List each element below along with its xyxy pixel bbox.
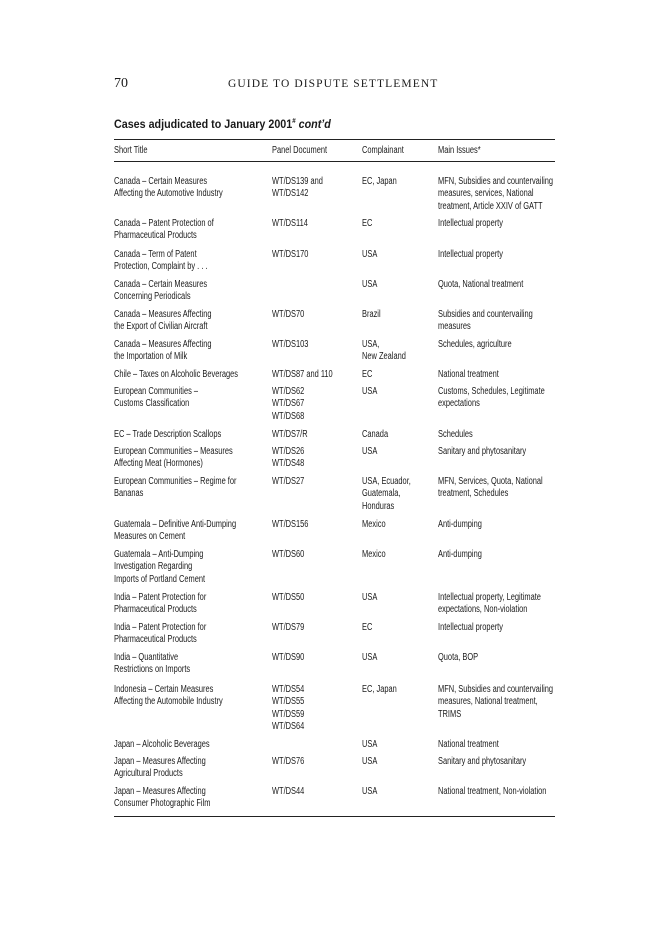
cell-complainant bbox=[362, 339, 406, 364]
cell-complainant bbox=[362, 786, 377, 798]
column-header-complainant: Complainant bbox=[362, 145, 404, 156]
cell-line: USA bbox=[362, 386, 378, 397]
cell-line: WT/DS59 bbox=[272, 708, 305, 720]
table-header-rule bbox=[114, 161, 555, 162]
cell-line: WT/DS76 bbox=[272, 756, 305, 767]
cell-line: WT/DS142 bbox=[272, 188, 309, 200]
cell-line: Sanitary and phytosanitary bbox=[438, 446, 527, 457]
cell-line: Customs, Schedules, Legitimate bbox=[438, 386, 545, 397]
cell-line: measures, services, National bbox=[438, 188, 534, 200]
cell-line: measures bbox=[438, 321, 471, 333]
cell-short-title bbox=[114, 476, 237, 501]
cell-short-title bbox=[114, 429, 221, 441]
cell-line: WT/DS139 and bbox=[272, 176, 323, 187]
cell-short-title bbox=[114, 519, 236, 544]
cell-complainant bbox=[362, 218, 372, 230]
cell-main-issues bbox=[438, 622, 503, 634]
cell-main-issues bbox=[438, 684, 553, 721]
cell-line: Schedules, agriculture bbox=[438, 339, 512, 350]
cell-line: Brazil bbox=[362, 309, 381, 320]
cell-line: USA bbox=[362, 652, 378, 663]
cell-line: European Communities – Regime for bbox=[114, 476, 237, 487]
cell-main-issues bbox=[438, 386, 545, 411]
cell-line: Japan – Alcoholic Beverages bbox=[114, 739, 210, 750]
cell-short-title bbox=[114, 309, 212, 334]
table-title-text: Cases adjudicated to January 2001 bbox=[114, 117, 293, 131]
cell-short-title bbox=[114, 279, 207, 304]
cell-line: India – Patent Protection for bbox=[114, 622, 207, 633]
cell-line: treatment, Article XXIV of GATT bbox=[438, 200, 543, 212]
cell-main-issues bbox=[438, 519, 482, 531]
cell-line: Mexico bbox=[362, 519, 386, 530]
cell-line: USA bbox=[362, 249, 378, 260]
table-title bbox=[114, 117, 331, 131]
cell-short-title bbox=[114, 369, 238, 381]
cell-line: WT/DS7/R bbox=[272, 429, 308, 440]
cell-line: WT/DS87 and 110 bbox=[272, 369, 333, 380]
cell-panel-document bbox=[272, 592, 304, 604]
cell-panel-document bbox=[272, 386, 304, 423]
table-title-footnote-mark: # bbox=[292, 117, 296, 125]
cell-line: Affecting the Automobile Industry bbox=[114, 696, 223, 708]
cell-line: the Export of Civilian Aircraft bbox=[114, 321, 208, 333]
cell-line: Affecting Meat (Hormones) bbox=[114, 458, 203, 470]
cell-main-issues bbox=[438, 739, 499, 751]
table-top-rule bbox=[114, 139, 555, 140]
cell-line: Affecting the Automotive Industry bbox=[114, 188, 223, 200]
cell-line: Guatemala – Definitive Anti-Dumping bbox=[114, 519, 237, 530]
cell-line: WT/DS64 bbox=[272, 721, 305, 733]
cell-line: EC bbox=[362, 369, 373, 380]
column-header-panel-document: Panel Document bbox=[272, 145, 328, 156]
cell-line: WT/DS60 bbox=[272, 549, 305, 560]
cell-line: Indonesia – Certain Measures bbox=[114, 684, 214, 695]
cell-panel-document bbox=[272, 756, 304, 768]
cell-panel-document bbox=[272, 549, 304, 561]
cell-line: Quota, National treatment bbox=[438, 279, 524, 290]
cell-main-issues bbox=[438, 309, 533, 334]
cell-line: India – Quantitative bbox=[114, 652, 179, 663]
cell-complainant bbox=[362, 652, 377, 664]
cell-complainant bbox=[362, 756, 377, 768]
cell-line: WT/DS79 bbox=[272, 622, 305, 633]
cell-line: expectations, Non-violation bbox=[438, 604, 528, 616]
cell-complainant bbox=[362, 684, 397, 696]
cell-line: Canada – Measures Affecting bbox=[114, 339, 212, 350]
cell-complainant bbox=[362, 249, 377, 261]
cell-short-title bbox=[114, 652, 190, 677]
cell-short-title bbox=[114, 786, 210, 811]
cell-line: Canada – Measures Affecting bbox=[114, 309, 212, 320]
cell-line: WT/DS27 bbox=[272, 476, 305, 487]
cell-line: Japan – Measures Affecting bbox=[114, 786, 206, 797]
cell-short-title bbox=[114, 386, 198, 411]
cell-main-issues bbox=[438, 279, 523, 291]
cell-panel-document bbox=[272, 786, 304, 798]
running-head-title: GUIDE TO DISPUTE SETTLEMENT bbox=[228, 78, 439, 90]
cell-line: Honduras bbox=[362, 500, 395, 512]
table-header-row bbox=[114, 145, 555, 158]
cell-line: Canada – Certain Measures bbox=[114, 279, 208, 290]
cell-short-title bbox=[114, 592, 206, 617]
cell-line: Intellectual property bbox=[438, 249, 503, 260]
cell-main-issues bbox=[438, 652, 478, 664]
cell-line: Intellectual property bbox=[438, 218, 503, 229]
cell-main-issues bbox=[438, 592, 541, 617]
cell-line: USA bbox=[362, 279, 378, 290]
cell-complainant bbox=[362, 549, 386, 561]
column-header-main-issues: Main Issues* bbox=[438, 145, 481, 156]
cell-panel-document bbox=[272, 622, 304, 634]
cell-line: Intellectual property bbox=[438, 622, 503, 633]
cell-short-title bbox=[114, 622, 206, 647]
cell-main-issues bbox=[438, 369, 499, 381]
table-title-continued: cont’d bbox=[298, 117, 331, 131]
running-head bbox=[114, 76, 554, 92]
cell-short-title bbox=[114, 756, 206, 781]
cell-short-title bbox=[114, 739, 210, 751]
cell-line: WT/DS50 bbox=[272, 592, 305, 603]
cell-panel-document bbox=[272, 446, 304, 471]
cell-panel-document bbox=[272, 652, 304, 664]
cell-line: USA bbox=[362, 756, 378, 767]
cell-line: measures, National treatment, bbox=[438, 696, 538, 708]
cell-line: Guatemala, bbox=[362, 488, 401, 500]
cell-line: WT/DS44 bbox=[272, 786, 305, 797]
cell-short-title bbox=[114, 339, 212, 364]
cell-short-title bbox=[114, 446, 233, 471]
cell-short-title bbox=[114, 218, 214, 243]
cell-complainant bbox=[362, 386, 377, 398]
page-number: 70 bbox=[114, 76, 128, 91]
cell-line: WT/DS156 bbox=[272, 519, 309, 530]
cell-line: WT/DS67 bbox=[272, 398, 305, 410]
cell-panel-document bbox=[272, 369, 333, 381]
cell-line: Measures on Cement bbox=[114, 531, 186, 543]
cell-line: EC, Japan bbox=[362, 176, 397, 187]
cell-line: Customs Classification bbox=[114, 398, 190, 410]
cell-line: Canada – Patent Protection of bbox=[114, 218, 214, 229]
cell-line: National treatment bbox=[438, 369, 499, 380]
cell-complainant bbox=[362, 622, 372, 634]
cell-line: treatment, Schedules bbox=[438, 488, 509, 500]
cell-main-issues bbox=[438, 786, 546, 798]
cell-line: WT/DS114 bbox=[272, 218, 308, 229]
cell-line: WT/DS54 bbox=[272, 684, 305, 695]
table-bottom-rule bbox=[114, 816, 555, 817]
cell-line: WT/DS103 bbox=[272, 339, 309, 350]
cell-line: Canada – Certain Measures bbox=[114, 176, 208, 187]
cell-complainant bbox=[362, 309, 381, 321]
cell-panel-document bbox=[272, 519, 308, 531]
cell-main-issues bbox=[438, 446, 526, 458]
cell-panel-document bbox=[272, 218, 308, 230]
cell-line: European Communities – Measures bbox=[114, 446, 233, 457]
cell-line: Anti-dumping bbox=[438, 549, 482, 560]
cell-short-title bbox=[114, 549, 205, 586]
cell-line: Protection, Complaint by . . . bbox=[114, 261, 208, 273]
cell-line: WT/DS68 bbox=[272, 410, 305, 422]
cell-line: European Communities – bbox=[114, 386, 199, 397]
cell-line: Guatemala – Anti-Dumping bbox=[114, 549, 204, 560]
cell-line: WT/DS170 bbox=[272, 249, 309, 260]
cell-main-issues bbox=[438, 218, 503, 230]
cell-short-title bbox=[114, 684, 223, 709]
cell-complainant bbox=[362, 279, 377, 291]
cell-line: USA, Ecuador, bbox=[362, 476, 411, 487]
cell-line: USA bbox=[362, 786, 378, 797]
cell-line: Canada bbox=[362, 429, 389, 440]
cell-line: MFN, Subsidies and countervailing bbox=[438, 176, 554, 187]
cell-line: Sanitary and phytosanitary bbox=[438, 756, 527, 767]
cell-short-title bbox=[114, 249, 208, 274]
cell-line: WT/DS70 bbox=[272, 309, 305, 320]
cell-panel-document bbox=[272, 339, 308, 351]
cell-line: Subsidies and countervailing bbox=[438, 309, 533, 320]
cell-line: India – Patent Protection for bbox=[114, 592, 207, 603]
cell-line: Bananas bbox=[114, 488, 144, 500]
cell-line: New Zealand bbox=[362, 351, 406, 363]
cell-line: Japan – Measures Affecting bbox=[114, 756, 206, 767]
cell-main-issues bbox=[438, 756, 526, 768]
cell-main-issues bbox=[438, 549, 482, 561]
cell-complainant bbox=[362, 739, 377, 751]
cell-main-issues bbox=[438, 176, 553, 213]
column-header-short-title: Short Title bbox=[114, 145, 148, 156]
cell-line: Restrictions on Imports bbox=[114, 664, 191, 676]
cell-panel-document bbox=[272, 429, 308, 441]
cell-line: WT/DS62 bbox=[272, 386, 305, 397]
cell-line: Anti-dumping bbox=[438, 519, 482, 530]
cell-complainant bbox=[362, 592, 377, 604]
cell-complainant bbox=[362, 519, 386, 531]
cell-complainant bbox=[362, 446, 377, 458]
cell-line: WT/DS26 bbox=[272, 446, 305, 457]
cell-line: Imports of Portland Cement bbox=[114, 573, 206, 585]
cell-line: Agricultural Products bbox=[114, 768, 183, 780]
cell-line: Mexico bbox=[362, 549, 386, 560]
cell-line: National treatment, Non-violation bbox=[438, 786, 547, 797]
cell-line: Schedules bbox=[438, 429, 473, 440]
cell-line: Intellectual property, Legitimate bbox=[438, 592, 541, 603]
cell-line: the Importation of Milk bbox=[114, 351, 188, 363]
cell-line: USA bbox=[362, 592, 378, 603]
cell-panel-document bbox=[272, 684, 304, 734]
cell-line: Investigation Regarding bbox=[114, 561, 193, 573]
cell-line: Canada – Term of Patent bbox=[114, 249, 197, 260]
cell-line: National treatment bbox=[438, 739, 499, 750]
cell-line: Consumer Photographic Film bbox=[114, 798, 211, 810]
cell-line: Concerning Periodicals bbox=[114, 291, 191, 303]
cell-line: EC, Japan bbox=[362, 684, 397, 695]
cell-complainant bbox=[362, 176, 397, 188]
cell-line: USA bbox=[362, 446, 378, 457]
cell-panel-document bbox=[272, 476, 304, 488]
cell-main-issues bbox=[438, 429, 473, 441]
cell-main-issues bbox=[438, 249, 503, 261]
cell-complainant bbox=[362, 429, 388, 441]
cell-line: USA bbox=[362, 739, 378, 750]
cell-line: WT/DS48 bbox=[272, 458, 305, 470]
cell-line: EC – Trade Description Scallops bbox=[114, 429, 222, 440]
cell-line: WT/DS90 bbox=[272, 652, 305, 663]
cell-line: expectations bbox=[438, 398, 480, 410]
cell-line: EC bbox=[362, 218, 373, 229]
cell-complainant bbox=[362, 476, 411, 513]
cell-line: MFN, Subsidies and countervailing bbox=[438, 684, 554, 695]
cell-line: Quota, BOP bbox=[438, 652, 479, 663]
cell-line: Chile – Taxes on Alcoholic Beverages bbox=[114, 369, 239, 380]
cell-line: USA, bbox=[362, 339, 380, 350]
cell-line: TRIMS bbox=[438, 708, 462, 720]
cell-line: Pharmaceutical Products bbox=[114, 634, 197, 646]
cell-line: Pharmaceutical Products bbox=[114, 604, 197, 616]
cell-main-issues bbox=[438, 339, 512, 351]
cell-complainant bbox=[362, 369, 372, 381]
cell-short-title bbox=[114, 176, 223, 201]
cell-main-issues bbox=[438, 476, 543, 501]
cell-line: EC bbox=[362, 622, 373, 633]
cell-panel-document bbox=[272, 249, 308, 261]
cell-line: Pharmaceutical Products bbox=[114, 230, 197, 242]
cell-line: MFN, Services, Quota, National bbox=[438, 476, 543, 487]
cell-panel-document bbox=[272, 309, 304, 321]
cell-panel-document bbox=[272, 176, 323, 201]
cell-line: WT/DS55 bbox=[272, 696, 305, 708]
